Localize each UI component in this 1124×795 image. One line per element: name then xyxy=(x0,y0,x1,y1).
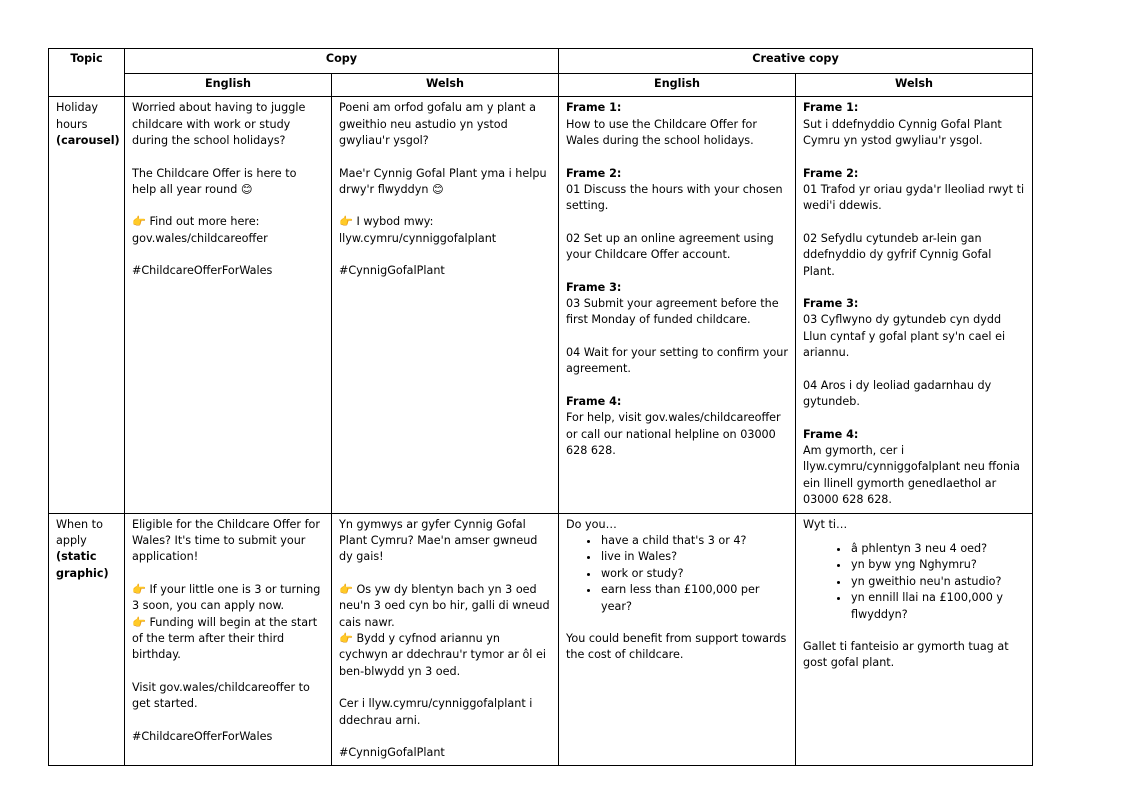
copy-paragraph: 👉 Os yw dy blentyn bach yn 3 oed neu'n 3 oed cyn bo hir, galli di wneud cais nawr. xyxy=(339,582,550,629)
header-copy-welsh: Welsh xyxy=(332,74,559,97)
frame-text: For help, visit gov.wales/childcareoffer or call our national helpline on 03000 628 628. xyxy=(566,411,781,457)
frame-title: Frame 4: xyxy=(566,394,622,408)
copy-hashtag: #CynnigGofalPlant xyxy=(339,264,445,278)
topic-cell xyxy=(49,97,125,513)
frame-text: Am gymorth, cer i llyw.cymru/cynniggofalplant neu ffonia ein llinell gymorth genedlaethol ar 03000 628 628. xyxy=(803,443,1020,507)
copy-paragraph: Mae'r Cynnig Gofal Plant yma i helpu drwy'r flwyddyn 😊 xyxy=(339,166,547,197)
bullet-list xyxy=(566,533,788,615)
copy-paragraph: 👉 Funding will begin at the start of the term after their third birthday. xyxy=(132,615,318,662)
frame-text: How to use the Childcare Offer for Wales during the school holidays. xyxy=(566,117,757,148)
copy-paragraph: Worried about having to juggle childcare with work or study during the school holidays? xyxy=(132,101,306,148)
frame-title: Frame 3: xyxy=(803,297,859,311)
copy-welsh-cell xyxy=(332,513,559,766)
topic-format: (static graphic) xyxy=(56,550,109,580)
frame-text: 02 Set up an online agreement using your Childcare Offer account. xyxy=(566,231,774,262)
frame-text: Sut i ddefnyddio Cynnig Gofal Plant Cymru yn ystod gwyliau'r ysgol. xyxy=(803,117,1002,148)
frame-text: 03 Submit your agreement before the first Monday of funded childcare. xyxy=(566,297,779,327)
frame-title: Frame 2: xyxy=(566,166,622,180)
copy-paragraph: Eligible for the Childcare Offer for Wales? It's time to submit your application! xyxy=(132,517,320,564)
copy-link: gov.wales/childcareoffer xyxy=(132,231,268,245)
copy-hashtag: #ChildcareOfferForWales xyxy=(132,264,273,278)
creative-intro: Wyt ti… xyxy=(803,517,848,531)
content-table xyxy=(48,48,1033,766)
header-topic: Topic xyxy=(49,49,125,97)
header-creative-copy: Creative copy xyxy=(559,49,1033,74)
copy-paragraph: 👉 If your little one is 3 or turning 3 soon, you can apply now. xyxy=(132,582,321,613)
header-row-1 xyxy=(49,49,1033,74)
copy-paragraph: Yn gymwys ar gyfer Cynnig Gofal Plant Cymru? Mae'n amser gwneud dy gais! xyxy=(339,517,538,564)
row-holiday-hours xyxy=(49,97,1033,513)
header-creative-english: English xyxy=(559,74,796,97)
header-copy: Copy xyxy=(125,49,559,74)
creative-outro: You could benefit from support towards the cost of childcare. xyxy=(566,631,787,662)
frame-title: Frame 1: xyxy=(803,101,859,115)
creative-welsh-cell xyxy=(796,97,1033,513)
creative-english-cell xyxy=(559,97,796,513)
header-row-2 xyxy=(49,74,1033,97)
list-item: • work or study? xyxy=(600,566,788,582)
copy-paragraph: 👉 I wybod mwy: xyxy=(339,215,434,229)
list-item: • yn byw yng Nghymru? xyxy=(850,557,1025,573)
frame-title: Frame 4: xyxy=(803,427,859,441)
creative-intro: Do you… xyxy=(566,517,617,531)
topic-name: Holiday hours xyxy=(56,101,99,131)
topic-cell xyxy=(49,513,125,766)
copy-paragraph: 👉 Bydd y cyfnod ariannu yn cychwyn ar ddechrau'r tymor ar ôl ei ben-blwydd yn 3 oed. xyxy=(339,631,546,678)
list-item: • yn gweithio neu'n astudio? xyxy=(850,574,1025,590)
header-creative-welsh: Welsh xyxy=(796,74,1033,97)
bullet-list xyxy=(803,541,1025,623)
copy-paragraph: The Childcare Offer is here to help all year round 😊 xyxy=(132,166,297,197)
copy-hashtag: #ChildcareOfferForWales xyxy=(132,729,273,743)
copy-english-cell xyxy=(125,97,332,513)
list-item: • live in Wales? xyxy=(600,549,788,565)
row-when-to-apply xyxy=(49,513,1033,766)
frame-text: 04 Aros i dy leoliad gadarnhau dy gytundeb. xyxy=(803,378,992,409)
frame-title: Frame 3: xyxy=(566,280,622,294)
frame-text: 03 Cyflwyno dy gytundeb cyn dydd Llun cyntaf y gofal plant sy'n cael ei ariannu. xyxy=(803,313,1006,360)
copy-english-cell xyxy=(125,513,332,766)
copy-welsh-cell xyxy=(332,97,559,513)
list-item: • have a child that's 3 or 4? xyxy=(600,533,788,549)
frame-title: Frame 1: xyxy=(566,101,622,115)
creative-outro: Gallet ti fanteisio ar gymorth tuag at gost gofal plant. xyxy=(803,639,1009,670)
header-copy-english: English xyxy=(125,74,332,97)
frame-text: 04 Wait for your setting to confirm your agreement. xyxy=(566,345,788,376)
copy-paragraph: Poeni am orfod gofalu am y plant a gweithio neu astudio yn ystod gwyliau'r ysgol? xyxy=(339,101,536,148)
creative-english-cell xyxy=(559,513,796,766)
creative-welsh-cell xyxy=(796,513,1033,766)
list-item: • earn less than £100,000 per year? xyxy=(600,582,788,615)
copy-paragraph: Cer i llyw.cymru/cynniggofalplant i ddechrau arni. xyxy=(339,697,533,727)
topic-name: When to apply xyxy=(56,517,103,547)
frame-text: 01 Discuss the hours with your chosen setting. xyxy=(566,183,783,213)
copy-paragraph: Visit gov.wales/childcareoffer to get started. xyxy=(132,680,310,711)
copy-hashtag: #CynnigGofalPlant xyxy=(339,746,445,759)
frame-text: 01 Trafod yr oriau gyda'r lleoliad rwyt ti wedi'i ddewis. xyxy=(803,183,1025,213)
copy-paragraph: 👉 Find out more here: xyxy=(132,215,260,229)
copy-link: llyw.cymru/cynniggofalplant xyxy=(339,231,497,245)
list-item: • yn ennill llai na £100,000 y flwyddyn? xyxy=(850,590,1025,623)
list-item: • â phlentyn 3 neu 4 oed? xyxy=(850,541,1025,557)
frame-title: Frame 2: xyxy=(803,166,859,180)
topic-format: (carousel) xyxy=(56,134,120,148)
frame-text: 02 Sefydlu cytundeb ar-lein gan ddefnyddio dy gyfrif Cynnig Gofal Plant. xyxy=(803,231,992,278)
